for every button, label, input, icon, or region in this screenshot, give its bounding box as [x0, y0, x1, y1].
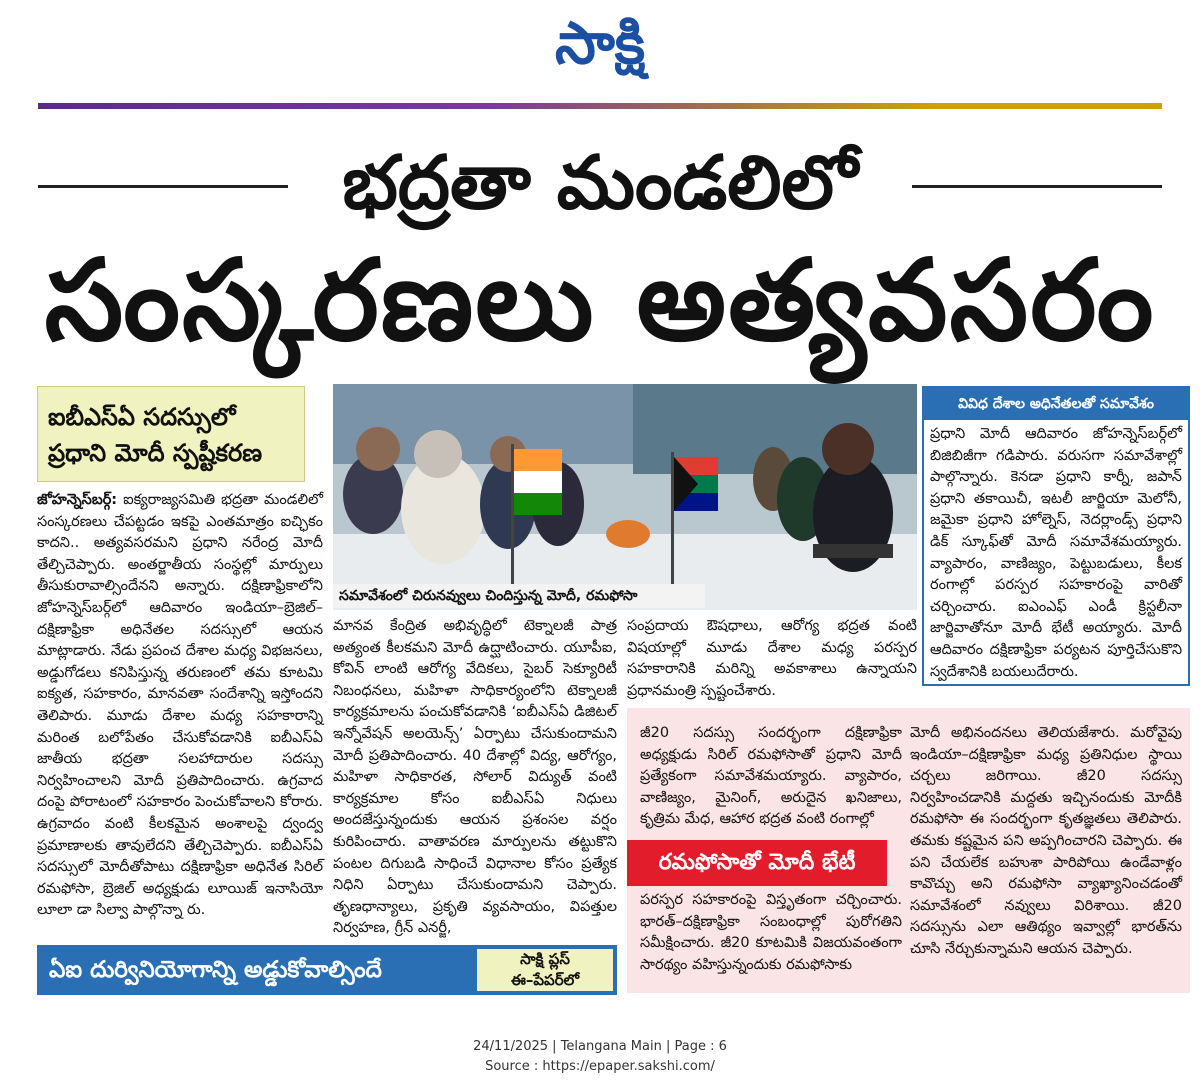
promo-strip[interactable]: [37, 945, 617, 995]
news-photo: [333, 384, 917, 610]
footer-source-link[interactable]: Source : https://epaper.sakshi.com/: [485, 1059, 715, 1074]
dateline: జోహన్నెస్‌బర్గ్:: [37, 492, 118, 508]
headline-left-dash: [38, 185, 288, 188]
pink-story-heading: రమఫోసాతో మోదీ భేటీ: [627, 840, 887, 886]
promo-badge-line2: ఈ–పేపర్‌లో: [510, 971, 580, 989]
pink-story-left-bottom: పరస్పర సహకారంపై విస్తృతంగా చర్చించారు. భారత్–దక్షిణాఫ్రికా సంబంధాల్లో పురోగతిని సమీక్షించారు. జీ20 కూటమికి విజయవంతంగా సారథ్యం వహిస్తున్నందుకు రమఫోసాకు: [640, 892, 902, 973]
headline-kicker: భద్రతా మండలిలో: [342, 140, 858, 226]
photo-illustration: [333, 384, 917, 610]
masthead: [0, 0, 1200, 100]
middle-story-col3: సంప్రదాయ ఔషధాలు, ఆరోగ్య భద్రత వంటి విషయాల్లో మూడు దేశాల మధ్య పరస్పర సహకారానికి మరిన్ని అవకాశాలు ఉన్నాయని ప్రధానమంత్రి స్పష్టంచేశారు.: [627, 618, 917, 699]
right-box-heading: వివిధ దేశాల అధినేతలతో సమావేశం: [924, 388, 1188, 420]
left-story-text: ఐక్యరాజ్యసమితి భద్రతా మండలిలో సంస్కరణలు చేపట్టడం ఇకపై ఎంతమాత్రం ఐచ్ఛికం కాదని.. అత్యవసరమని ప్రధాని నరేంద్ర మోదీ తేల్చిచెప్పారు. అంతర్జాతీయ సంస్థల్లో మార్పులు తీసుకురావాల్సిందేనని అన్నారు. దక్షిణాఫ్రికాలోని జోహన్నెస్‌బర్గ్‌లో ఆదివారం ఇండియా–బ్రెజిల్–దక్షిణాఫ్రికా అధినేతల సదస్సులో ఆయన మాట్లాడారు. నేడు ప్రపంచ దేశాల మధ్య విభజనలు, అడ్డుగోడలు కనిపిస్తున్న తరుణంలో తమ కూటమి ఐక్యత, సహకారం, మానవతా సందేశాన్ని ఇస్తోందని తెలిపారు. మూడు దేశాల మధ్య సహకారాన్ని మరింత బలోపేతం చేసుకోవడానికి ఐబీఎస్‌ఏ జాతీయ భద్రతా సలహాదారుల సదస్సు నిర్వహించాలని మోదీ ప్రతిపాదించారు. ఉగ్రవాద దంపై పోరాటంలో సహకారం పెంచుకోవాలని కోరారు. ఉగ్రవాదం వంటి కీలకమైన అంశాలపై ద్వంద్వ ప్రమాణాలకు తావులేదని తేల్చిచెప్పారు. ఐబీఎస్‌ఏ సదస్సులో మోదీతోపాటు దక్షిణాఫ్రికా అధినేత సిరిల్ రమఫోసా, బ్రెజిల్ అధ్యక్షుడు లూయిజ్ ఇనాసియో లూలా డా సిల్వా పాల్గొన్నా రు.: [37, 492, 323, 919]
pink-story-left-top: జీ20 సదస్సు సందర్భంగా దక్షిణాఫ్రికా అధ్యక్షుడు సిరిల్ రమఫోసాతో ప్రధాని మోదీ ప్రత్యేకంగా సమావేశమయ్యారు. వ్యాపారం, వాణిజ్యం, మైనింగ్, అరుదైన ఖనిజాలు, కృత్రిమ మేధ, ఆహార భద్రత వంటి రంగాల్లో: [640, 725, 902, 828]
promo-badge-line1: సాక్షి ప్లస్: [520, 950, 570, 968]
middle-story-col2: మానవ కేంద్రిత అభివృద్ధిలో టెక్నాలజీ పాత్ర అత్యంత కీలకమని మోదీ ఉద్ఘాటించారు. యూపీఐ, కోవిన్ లాంటి ఆరోగ్య వేదికలు, సైబర్ సెక్యూరిటీ నిబంధనలు, మహిళా సాధికార్యంలోని టెక్నాలజీ కార్యక్రమాలను పంచుకోవడానికి ‘ఐబీఎస్‌ఏ డిజిటల్ ఇన్నోవేషన్ అలయెన్స్’ ఏర్పాటు చేసుకుందామని మోదీ ప్రతిపాదించారు. 40 దేశాల్లో విద్య, ఆరోగ్యం, మహిళా సాధికారత, సోలార్ విద్యుత్ వంటి కార్యక్రమాల కోసం ఐబీఎస్‌ఏ నిధులు అందజేస్తున్నందుకు ఆయన ప్రశంసల వర్షం కురిపించారు. వాతావరణ మార్పులను తట్టుకొని పంటల దిగుబడి సాధించే విధానాల కోసం ప్రత్యేక నిధిని ఏర్పాటు చేసుకుందామని చెప్పారు. తృణధాన్యాలు, ప్రకృతి వ్యవసాయం, విపత్తుల నిర్వహణ, గ్రీన్ ఎనర్జీ,: [333, 618, 617, 937]
pink-story-right: మోదీ అభినందనలు తెలియజేశారు. మరోవైపు ఇండియా–దక్షిణాఫ్రికా మధ్య ప్రతినిధుల స్థాయి చర్చలు జరిగాయి. జీ20 సదస్సు నిర్వహించడానికి మద్దతు ఇచ్చినందుకు మోదీకి రమఫోసా ఈ సందర్భంగా కృతజ్ఞతలు తెలిపారు. తమకు కష్టమైన పని అప్పగించారని చెప్పారు. ఈ పని చేయలేక బహుశా పారిపోయి ఉండేవాళ్లం కావొచ్చు అని రమఫోసా వ్యాఖ్యానించడంతో సమావేశంలో నవ్వులు విరిశాయి. జీ20 సదస్సును ఎలా ఆతిథ్యం ఇవ్వాల్లో భారత్‌ను చూసి నేర్చుకున్నామని ఆయన చెప్పారు.: [910, 725, 1182, 957]
promo-badge: [477, 949, 613, 991]
left-story-body: [37, 490, 323, 932]
headline-right-dash: [912, 185, 1162, 188]
left-story-heading: ఐబీఎస్‌ఏ సదస్సులో ప్రధాని మోదీ స్పష్టీకరణ: [37, 386, 305, 482]
photo-caption: సమావేశంలో చిరునవ్వులు చిందిస్తున్న మోదీ, రమఫోసా: [333, 584, 705, 608]
masthead-rule: [38, 103, 1162, 109]
headline-main: సంస్కరణలు అత్యవసరం: [44, 236, 1156, 366]
right-sidebar-box: [922, 386, 1190, 686]
right-box-body: ప్రధాని మోదీ ఆదివారం జోహన్నెస్‌బర్గ్‌లో బిజిబిజీగా గడిపారు. వరుసగా సమావేశాల్లో పాల్గొన్నారు. కెనడా ప్రధాని కార్నీ, జపాన్ ప్రధాని తకాయిచీ, ఇటలీ జార్జియా మెలోనీ, జమైకా ప్రధాని హోల్నెస్, నెదర్లాండ్స్ ప్రధాని డిక్ స్కూఫ్‌తో మోదీ సమావేశమయ్యారు. వ్యాపారం, వాణిజ్యం, పెట్టుబడులు, కీలక రంగాల్లో పరస్పర సహకారంపై వారితో చర్చించారు. ఐఎంఎఫ్ ఎండీ క్రిస్టలీనా జార్జివాతోనూ మోదీ భేటీ అయ్యారు. మోదీ ఆదివారం దక్షిణాఫ్రికా పర్యటన పూర్తిచేసుకొని స్వదేశానికి బయలుదేరారు.: [930, 426, 1182, 680]
sakshi-logo: సాక్షి: [554, 9, 646, 77]
promo-headline: ఏఐ దుర్వినియోగాన్ని అడ్డుకోవాల్సిందే: [49, 957, 382, 983]
footer-edition-info: 24/11/2025 | Telangana Main | Page : 6: [473, 1039, 727, 1054]
